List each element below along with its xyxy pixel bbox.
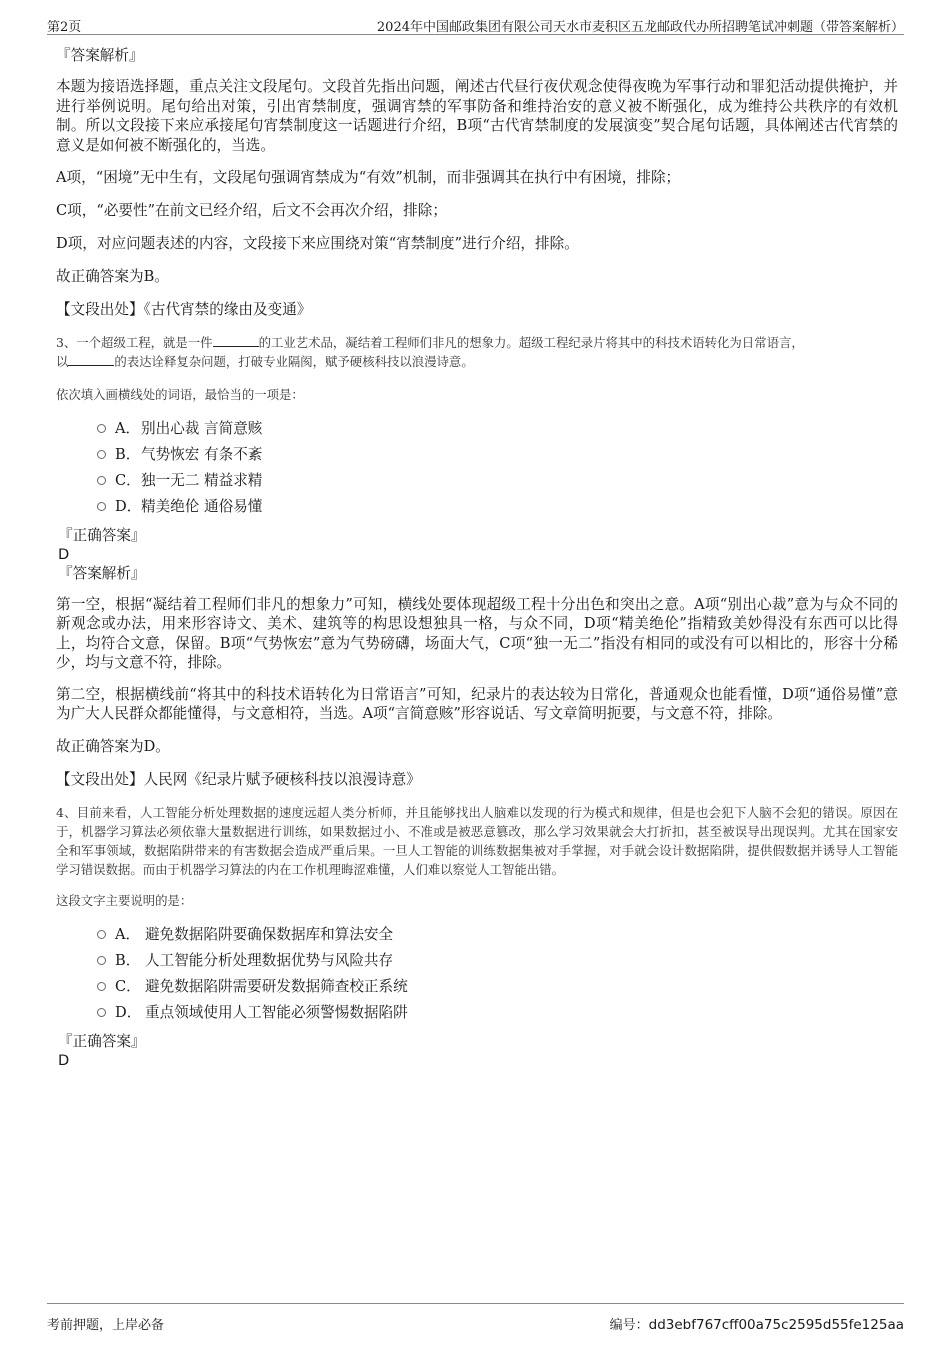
- option-b[interactable]: B． 人工智能分析处理数据优势与风险共存: [56, 948, 898, 974]
- radio-icon[interactable]: [97, 476, 106, 485]
- option-a[interactable]: A． 避免数据陷阱要确保数据库和算法安全: [56, 922, 898, 948]
- option-c[interactable]: C． 独一无二 精益求精: [56, 468, 898, 494]
- analysis-paragraph: 第二空，根据横线前“将其中的科技术语转化为日常语言”可知，纪录片的表达较为日常化，普通观众也能看懂，D项“通俗易懂”意为广大人民群众都能懂得，与文意相符，当选。A项“言简意赅”形容说话、写文章简明扼要，与文意不符，排除。: [56, 685, 898, 722]
- page-header: [47, 14, 904, 35]
- footer-slogan: 考前押题，上岸必备: [47, 1318, 165, 1333]
- question-4-prompt: 这段文字主要说明的是：: [56, 892, 193, 908]
- radio-icon[interactable]: [97, 930, 106, 939]
- passage-source: 【文段出处】人民网《纪录片赋予硬核科技以浪漫诗意》: [56, 771, 421, 788]
- correct-answer-heading: 『正确答案』: [58, 526, 146, 544]
- analysis-option-c: C项，“必要性”在前文已经介绍，后文不会再次介绍，排除；: [56, 201, 447, 219]
- analysis-heading: 『答案解析』: [56, 47, 144, 64]
- correct-answer-heading: 『正确答案』: [58, 1032, 146, 1050]
- fill-blank: [68, 353, 114, 366]
- question-4-options: [56, 922, 898, 1026]
- question-4-stem: 4、目前来看，人工智能分析处理数据的速度远超人类分析师，并且能够找出人脑难以发现的行为模式和规律，但是也会犯下人脑不会犯的错误。原因在于，机器学习算法必须依靠大量数据进行训练，如果数据过小、不准或是被恶意篡改，那么学习效果就会大打折扣，甚至被误导出现误判。尤其在国家安全和军事领域，数据陷阱带来的有害数据会造成严重后果。一旦人工智能的训练数据集被对手掌握，对手就会设计数据陷阱，提供假数据并诱导人工智能学习错误数据。而由于机器学习算法的内在工作机理晦涩难懂，人们难以察觉人工智能出错。: [56, 804, 898, 877]
- radio-icon[interactable]: [97, 450, 106, 459]
- option-b[interactable]: B． 气势恢宏 有条不紊: [56, 442, 898, 468]
- analysis-paragraph: 第一空，根据“凝结着工程师们非凡的想象力”可知，横线处要体现超级工程十分出色和突出之意。A项“别出心裁”意为与众不同的新观念或办法，用来形容诗文、美术、建筑等的构思设想独具一格，与众不同，D项“精美绝伦”指精致美妙得没有东西可以比得上，均符合文意，保留。B项“气势恢宏”意为气势磅礴，场面大气，C项“独一无二”指没有相同的或没有可以相比的，形容十分稀少，均与文意不符，排除。: [56, 595, 898, 671]
- document-title: 2024年中国邮政集团有限公司天水市麦积区五龙邮政代办所招聘笔试冲刺题（带答案解析）: [376, 20, 904, 35]
- question-3-stem: 3、一个超级工程，就是一件 的工业艺术品，凝结着工程师们非凡的想象力。超级工程纪录片将其中的科技术语转化为日常语言， 以 的表达诠释复杂问题，打破专业隔阂，赋予硬核科技以浪漫诗意。: [56, 334, 804, 369]
- analysis-option-d: D项，对应问题表述的内容，文段接下来应围绕对策“宵禁制度”进行介绍，排除。: [56, 235, 579, 252]
- answer-conclusion: 故正确答案为D。: [56, 737, 170, 755]
- answer-conclusion: 故正确答案为B。: [56, 267, 169, 285]
- option-c[interactable]: C． 避免数据陷阱需要研发数据筛查校正系统: [56, 974, 898, 1000]
- option-d[interactable]: D． 重点领域使用人工智能必须警惕数据陷阱: [56, 1000, 898, 1026]
- analysis-option-a: A项，“困境”无中生有，文段尾句强调宵禁成为“有效”机制，而非强调其在执行中有困境，排除；: [56, 169, 681, 186]
- radio-icon[interactable]: [97, 1008, 106, 1017]
- analysis-heading: 『答案解析』: [58, 564, 146, 582]
- passage-source: 【文段出处】《古代宵禁的缘由及变通》: [56, 301, 312, 318]
- page-footer: [47, 1303, 904, 1332]
- question-3-prompt: 依次填入画横线处的词语，最恰当的一项是：: [56, 386, 304, 402]
- page-number: 第2页: [47, 20, 82, 35]
- correct-answer: D: [58, 545, 70, 563]
- document-code: 编号：dd3ebf767cff00a75c2595d55fe125aa: [609, 1317, 904, 1333]
- option-d[interactable]: D． 精美绝伦 通俗易懂: [56, 494, 898, 520]
- correct-answer: D: [58, 1051, 70, 1069]
- analysis-paragraph: 本题为接语选择题，重点关注文段尾句。文段首先指出问题，阐述古代昼行夜伏观念使得夜晚为军事行动和罪犯活动提供掩护，并进行举例说明。尾句给出对策，引出宵禁制度，强调宵禁的军事防备和维持治安的意义被不断强化，成为维持公共秩序的有效机制。所以文段接下来应承接尾句宵禁制度这一话题进行介绍，B项“古代宵禁制度的发展演变”契合尾句话题，具体阐述古代宵禁的意义是如何被不断强化的，当选。: [56, 78, 898, 154]
- question-3-options: [56, 416, 898, 520]
- page-content: [56, 44, 898, 1070]
- radio-icon[interactable]: [97, 424, 106, 433]
- option-a[interactable]: A． 别出心裁 言简意赅: [56, 416, 898, 442]
- radio-icon[interactable]: [97, 956, 106, 965]
- fill-blank: [213, 334, 259, 347]
- radio-icon[interactable]: [97, 502, 106, 511]
- radio-icon[interactable]: [97, 982, 106, 991]
